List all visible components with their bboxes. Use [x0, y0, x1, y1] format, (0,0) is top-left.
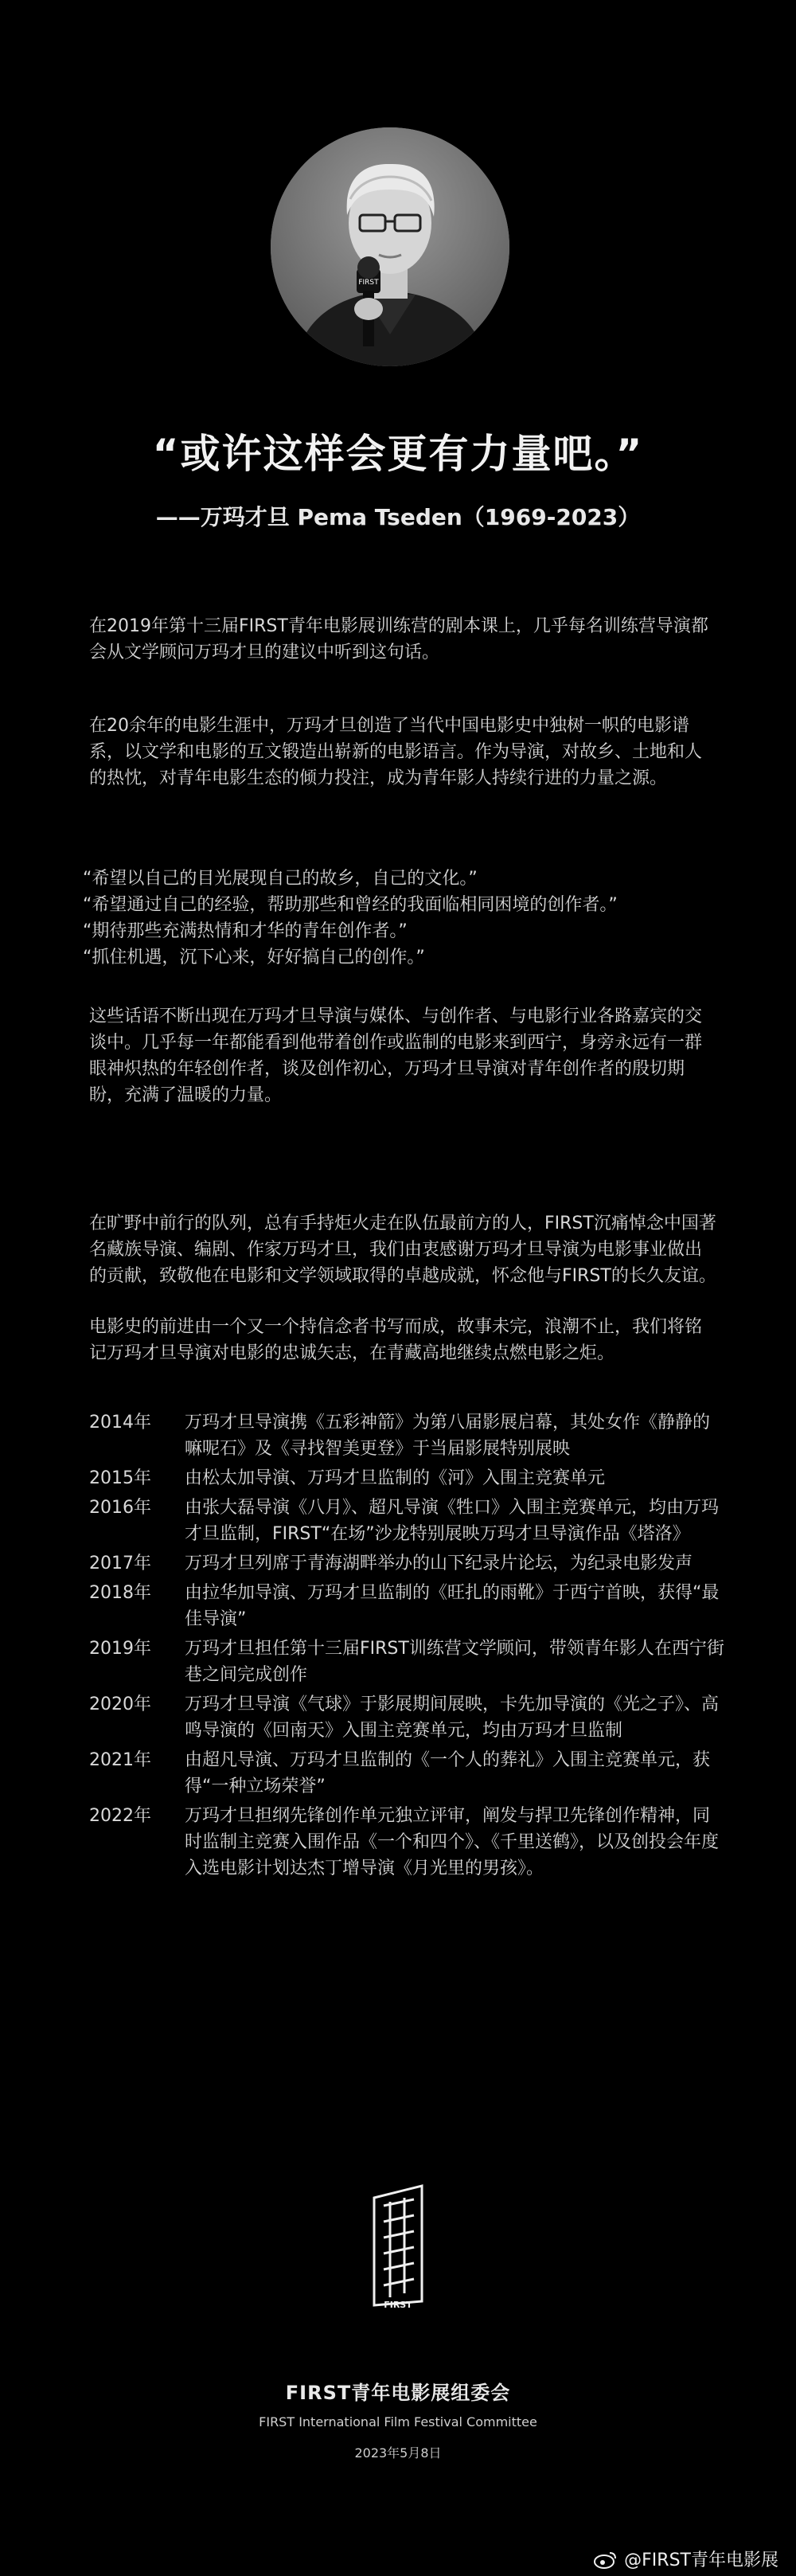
timeline-year: 2015年: [89, 1468, 151, 1488]
timeline-year: 2021年: [89, 1750, 151, 1770]
paragraph-career: 在20余年的电影生涯中，万玛才旦创造了当代中国电影史中独树一帜的电影谱系，以文学和电影的互文锻造出崭新的电影语言。作为导演，对故乡、土地和人的热忱，对青年电影生态的倾力投注，成为青年影人持续行进的力量之源。: [89, 716, 703, 788]
timeline-row: [89, 1691, 726, 1744]
weibo-icon: [594, 2550, 618, 2569]
first-logo-text: FIRST: [384, 2300, 412, 2309]
timeline-year: 2014年: [89, 1413, 151, 1433]
quotes-list: [83, 866, 720, 971]
timeline-text: 万玛才旦担任第十三届FIRST训练营文学顾问，带领青年影人在西宁街巷之间完成创作: [185, 1639, 724, 1685]
timeline-text: 万玛才旦导演携《五彩神箭》为第八届影展启幕，其处女作《静静的嘛呢石》及《寻找智美更登》于当届影展特别展映: [185, 1413, 711, 1459]
paragraph-intro: 在2019年第十三届FIRST青年电影展训练营的剧本课上，几乎每名训练营导演都会从文学顾问万玛才旦的建议中听到这句话。: [89, 616, 708, 663]
organizer-name-en: FIRST International Film Festival Committee: [259, 2414, 537, 2429]
portrait-illustration: [271, 127, 509, 366]
timeline-year: 2016年: [89, 1498, 151, 1518]
quote-item: “希望通过自己的经验，帮助那些和曾经的我面临相同困境的创作者。”: [83, 895, 618, 915]
timeline-row: [89, 1465, 726, 1491]
timeline-text: 由张大磊导演《八月》、超凡导演《牲口》入围主竞赛单元，均由万玛才旦监制，FIRST“在场”沙龙特别展映万玛才旦导演作品《塔洛》: [185, 1498, 720, 1544]
timeline-text: 万玛才旦担纲先锋创作单元独立评审，阐发与捍卫先锋创作精神，同时监制主竞赛入围作品《一个和四个》、《千里送鹤》，以及创投会年度入选电影计划达杰丁增导演《月光里的男孩》。: [185, 1806, 720, 1878]
first-logo: [342, 2182, 454, 2309]
timeline-row: [89, 1495, 726, 1547]
timeline-text: 由拉华加导演、万玛才旦监制的《旺扎的雨靴》于西宁首映，获得“最佳导演”: [185, 1583, 720, 1629]
paragraph-closing: 电影史的前进由一个又一个持信念者书写而成，故事未完，浪潮不止，我们将铭记万玛才旦导演对电影的忠诚矢志，在青藏高地继续点燃电影之炬。: [89, 1317, 703, 1363]
timeline-text: 万玛才旦导演《气球》于影展期间展映，卡先加导演的《光之子》、高鸣导演的《回南天》入围主竞赛单元，均由万玛才旦监制: [185, 1695, 720, 1741]
timeline-year: 2019年: [89, 1639, 151, 1659]
statement-date: 2023年5月8日: [354, 2445, 442, 2461]
organizer-name-cn: FIRST青年电影展组委会: [285, 2382, 511, 2404]
quote-item: “抓住机遇，沉下心来，好好搞自己的创作。”: [83, 948, 425, 967]
timeline-row: [89, 1550, 726, 1577]
quote-attribution: ——万玛才旦 Pema Tseden（1969-2023）: [155, 504, 641, 530]
timeline: [89, 1409, 726, 1885]
timeline-text: 万玛才旦列席于青海湖畔举办的山下纪录片论坛，为纪录电影发声: [185, 1554, 693, 1573]
timeline-row: [89, 1803, 726, 1882]
timeline-row: [89, 1580, 726, 1632]
weibo-handle: @FIRST青年电影展: [624, 2551, 778, 2570]
timeline-text: 由超凡导演、万玛才旦监制的《一个人的葬礼》入围主竞赛单元，获得“一种立场荣誉”: [185, 1750, 711, 1796]
quote-item: “希望以自己的目光展现自己的故乡，自己的文化。”: [83, 869, 478, 889]
mic-label: FIRST: [358, 279, 379, 287]
timeline-row: [89, 1409, 726, 1462]
timeline-year: 2017年: [89, 1554, 151, 1573]
timeline-row: [89, 1636, 726, 1688]
timeline-text: 由松太加导演、万玛才旦监制的《河》入围主竞赛单元: [185, 1468, 606, 1488]
first-logo-mark: [342, 2182, 454, 2309]
timeline-row: [89, 1747, 726, 1800]
timeline-year: 2022年: [89, 1806, 151, 1826]
portrait-photo: [271, 127, 509, 366]
weibo-watermark: [594, 2547, 778, 2571]
timeline-year: 2020年: [89, 1695, 151, 1714]
timeline-year: 2018年: [89, 1583, 151, 1603]
paragraph-tribute-visible: 在旷野中前行的队列，总有手持炬火走在队伍最前方的人，FIRST沉痛悼念中国著名藏族导演、编剧、作家万玛才旦，我们由衷感谢万玛才旦导演为电影事业做出的贡献，致敬他在电影和文学领域取得的卓越成就，怀念他与FIRST的长久友谊。: [89, 1214, 716, 1286]
headline-quote: “或许这样会更有力量吧。”: [152, 431, 644, 477]
quote-item: “期待那些充满热情和才华的青年创作者。”: [83, 921, 408, 941]
paragraph-conversations: 这些话语不断出现在万玛才旦导演与媒体、与创作者、与电影行业各路嘉宾的交谈中。几乎每一年都能看到他带着创作或监制的电影来到西宁，身旁永远有一群眼神炽热的年轻创作者，谈及创作初心，万玛才旦导演对青年创作者的殷切期盼，充满了温暖的力量。: [89, 1007, 703, 1105]
